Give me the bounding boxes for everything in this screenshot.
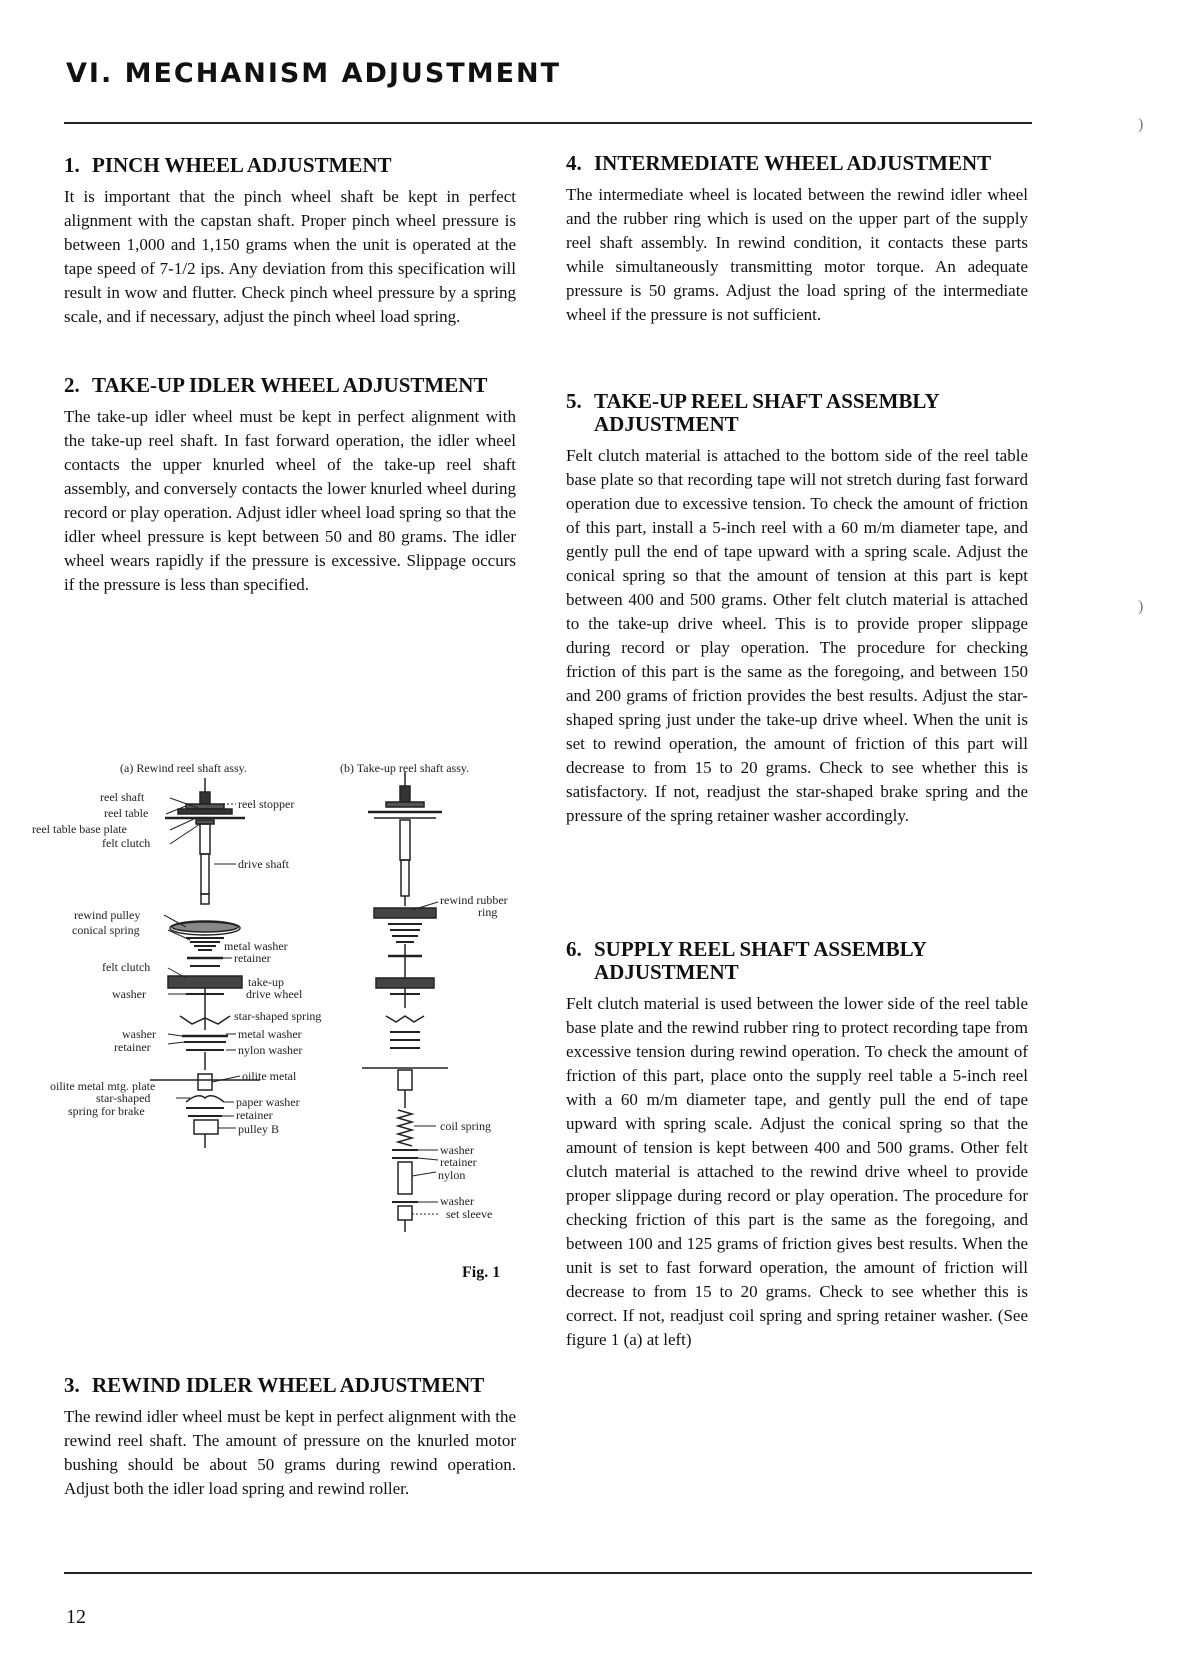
label-reel-shaft: reel shaft: [100, 790, 145, 804]
label-rewind-pulley: rewind pulley: [74, 908, 141, 922]
label-oilite-metal-mtg-plate: oilite metal mtg. plate: [50, 1079, 156, 1093]
label-rewind-rubber: rewind rubber: [440, 893, 508, 907]
label-star-shaped: star-shaped: [96, 1091, 151, 1105]
section-heading: 5. TAKE-UP REEL SHAFT ASSEMBLY ADJUSTMENT: [566, 389, 939, 436]
label-felt-clutch: felt clutch: [102, 836, 151, 850]
label-reel-table-base-plate: reel table base plate: [32, 822, 127, 836]
header-rule: [64, 122, 1032, 124]
figure-number: Fig. 1: [462, 1264, 501, 1281]
label-metal-washer: metal washer: [224, 939, 288, 953]
label-coil-spring: coil spring: [440, 1119, 491, 1133]
label-nylon-washer: nylon washer: [238, 1043, 303, 1057]
label-washer-2: washer: [122, 1027, 156, 1041]
section-body: The take-up idler wheel must be kept in perfect alignment with the take-up reel shaft. In fast forward operation, the idler wheel contacts the upper knurled wheel of the take-up reel shaft assembly, and conversely contacts the lower knurled wheel during record or play operation. Adjust idler wheel load spring so that the idler wheel pressure is kept between 50 and 80 grams. The idler wheel wears rapidly if the pressure is excessive. Slippage occurs if the pressure is less than specified.: [64, 407, 516, 594]
section-rewind-idler-wheel: [64, 1374, 516, 1501]
label-washer: washer: [112, 987, 146, 1001]
label-retainer-3: retainer: [236, 1108, 273, 1122]
section-body: Felt clutch material is attached to the bottom side of the reel table base plate so that recording tape will not stretch during fast forward operation due to excessive tension. To check the amount of friction of this part, install a 5-inch reel with a 60 m/m diameter tape, and gently pull the end of tape upward with a spring scale. Adjust the conical spring so that the amount of tension at this part is kept between 400 and 500 grams. Other felt clutch material is attached to the take-up drive wheel. This is to provide proper slippage during record or play operation. The procedure for checking friction of this part is the same as the foregoing, and between 150 and 200 grams of friction provides the best results. Adjust the star-shaped spring just under the take-up drive wheel. When the unit is set to rewind operation, the amount of friction of this part will decrease to from 15 to 20 grams. Check to see whether this is satisfactory. If not, readjust the star-shaped brake spring and the pressure of the spring retainer washer accordingly.: [566, 446, 1028, 825]
section-pinch-wheel: [64, 154, 516, 329]
label-retainer-2: retainer: [114, 1040, 151, 1054]
label-star-shaped-spring: star-shaped spring: [234, 1009, 322, 1023]
label-felt-clutch-2: felt clutch: [102, 960, 151, 974]
label-nylon: nylon: [438, 1168, 466, 1182]
label-conical-spring: conical spring: [72, 923, 140, 937]
section-heading: 4. INTERMEDIATE WHEEL ADJUSTMENT: [566, 151, 992, 175]
label-washer-b: washer: [440, 1143, 474, 1157]
label-ring: ring: [478, 905, 498, 919]
label-washer-b-2: washer: [440, 1194, 474, 1208]
page-number: 12: [66, 1606, 86, 1628]
section-take-up-reel-shaft: [566, 390, 1028, 828]
section-supply-reel-shaft: [566, 938, 1028, 1352]
label-retainer: retainer: [234, 951, 271, 965]
figure-caption-a: (a) Rewind reel shaft assy.: [120, 761, 247, 775]
label-oilite-metal: oilite metal: [242, 1069, 297, 1083]
section-body: It is important that the pinch wheel shaft be kept in perfect alignment with the capstan shaft. Proper pinch wheel pressure is between 1,000 and 1,150 grams when the unit is operated at the tape speed of 7-1/2 ips. Any deviation from this specification will result in wow and flutter. Check pinch wheel pressure by a spring scale, and if necessary, adjust the pinch wheel load spring.: [64, 187, 516, 326]
section-body: Felt clutch material is used between the lower side of the reel table base plate and the rewind rubber ring to protect recording tape from excessive tension during rewind operation. To check the amount of friction of this part, place onto the supply reel table a 5-inch reel with a 60 m/m diameter tape, and gently pull the end of tape upward with spring scale. Adjust the conical spring so that the amount of tension is kept between 400 and 500 grams. Other felt clutch material is attached to the rewind drive wheel to provide proper slippage during record or play operation. The procedure for checking friction of this part is the same as the foregoing, and between 100 and 125 grams of friction gives best results. When the unit is set to fast forward operation, the amount of friction will decrease to from 15 to 20 grams. Check to see whether this is correct. If not, readjust coil spring and spring retainer washer. (See figure 1 (a) at left): [566, 994, 1028, 1349]
section-heading: 1. PINCH WHEEL ADJUSTMENT: [64, 153, 392, 177]
section-intermediate-wheel: [566, 152, 1028, 327]
page-title: VI. MECHANISM ADJUSTMENT: [66, 58, 562, 89]
section-heading: 3. REWIND IDLER WHEEL ADJUSTMENT: [64, 1373, 485, 1397]
figure-caption-b: (b) Take-up reel shaft assy.: [340, 761, 470, 775]
section-take-up-idler-wheel: [64, 374, 516, 597]
section-body: The rewind idler wheel must be kept in perfect alignment with the rewind reel shaft. The amount of pressure on the knurled motor bushing should be about 50 grams during rewind operation. Adjust both the idler load spring and rewind roller.: [64, 1407, 516, 1498]
label-reel-table: reel table: [104, 806, 149, 820]
figure-reel-shaft-assemblies: [0, 740, 560, 1300]
label-drive-shaft: drive shaft: [238, 857, 289, 871]
label-drive-wheel: drive wheel: [246, 987, 303, 1001]
scan-mark: ): [1138, 116, 1144, 133]
label-set-sleeve: set sleeve: [446, 1207, 493, 1221]
section-heading: 6. SUPPLY REEL SHAFT ASSEMBLY ADJUSTMENT: [566, 937, 927, 984]
label-take-up: take-up: [248, 975, 284, 989]
scan-mark: ): [1138, 598, 1144, 615]
label-pulley-b: pulley B: [238, 1122, 279, 1136]
label-retainer-b: retainer: [440, 1155, 477, 1169]
section-body: The intermediate wheel is located between the rewind idler wheel and the rubber ring which is used on the upper part of the supply reel shaft assembly. In rewind condition, it contacts these parts while simultaneously transmitting motor torque. An adequate pressure is 50 grams. Adjust the load spring of the intermediate wheel if the pressure is not sufficient.: [566, 185, 1028, 324]
label-paper-washer: paper washer: [236, 1095, 300, 1109]
label-metal-washer-2: metal washer: [238, 1027, 302, 1041]
section-heading: 2. TAKE-UP IDLER WHEEL ADJUSTMENT: [64, 373, 488, 397]
footer-rule: [64, 1572, 1032, 1574]
label-reel-stopper: reel stopper: [238, 797, 295, 811]
label-spring-for-brake: spring for brake: [68, 1104, 145, 1118]
